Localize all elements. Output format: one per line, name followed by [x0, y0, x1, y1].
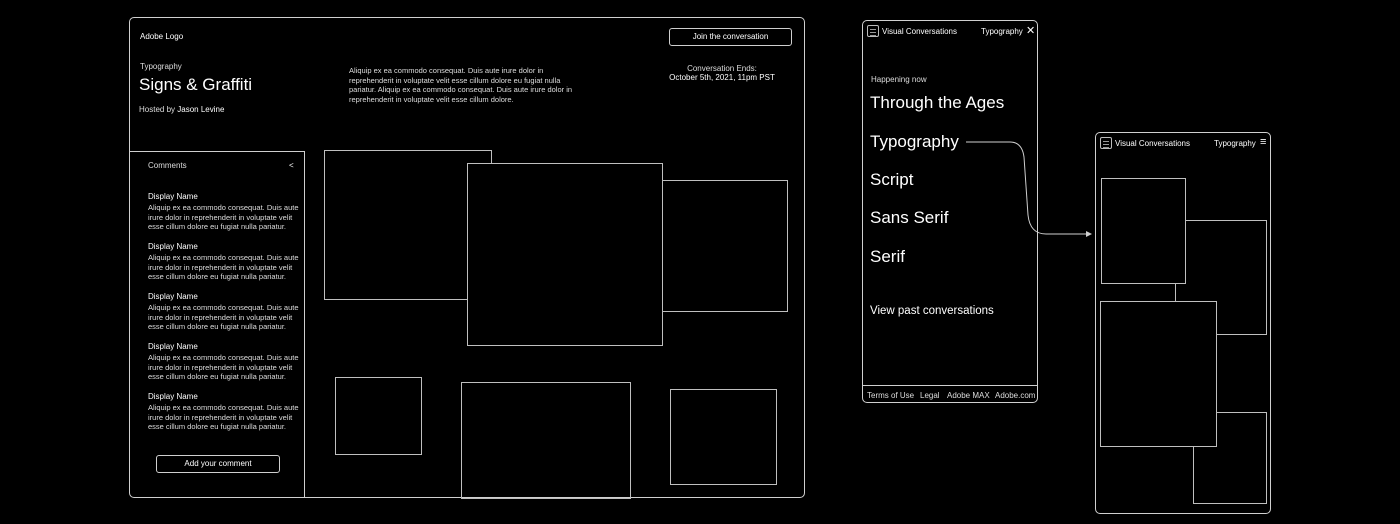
category-label: Typography — [140, 62, 182, 71]
artwork-placeholder[interactable] — [662, 180, 788, 312]
footer-link-terms[interactable]: Terms of Use — [867, 391, 915, 400]
comment-author: Display Name — [148, 242, 198, 251]
menu-footer — [863, 385, 1037, 402]
nav-item-serif[interactable]: Serif — [870, 247, 905, 266]
page-title: Signs & Graffiti — [139, 75, 253, 94]
happening-now-label: Happening now — [871, 75, 927, 84]
hosted-by — [139, 105, 224, 114]
comment-text: Aliquip ex ea commodo consequat. Duis aute irure dolor in reprehenderit in voluptate velit esse cillum dolore eu fugiat nulla pariatur. — [148, 403, 299, 431]
logo-placeholder[interactable]: Adobe Logo — [140, 32, 184, 41]
app-title[interactable]: Visual Conversations — [882, 27, 958, 36]
artwork-placeholder[interactable] — [1101, 178, 1186, 284]
app-logo-icon[interactable] — [1100, 137, 1112, 149]
hamburger-menu-icon[interactable]: ≡ — [1260, 136, 1267, 148]
comment-item — [148, 342, 300, 382]
conversation-ends-date: October 5th, 2021, 11pm PST — [669, 73, 775, 82]
footer-link-adobe-com[interactable]: Adobe.com — [995, 391, 1036, 400]
collapse-icon[interactable]: < — [289, 161, 294, 170]
host-name[interactable]: Jason Levine — [177, 105, 225, 114]
artwork-placeholder[interactable] — [335, 377, 422, 455]
comments-header: Comments — [148, 161, 187, 170]
comment-item — [148, 392, 300, 432]
current-topic: Typography — [1214, 139, 1256, 148]
comment-author: Display Name — [148, 192, 198, 201]
nav-item-typography[interactable]: Typography — [870, 132, 959, 151]
artwork-placeholder[interactable] — [461, 382, 631, 499]
current-topic: Typography — [981, 27, 1023, 36]
join-conversation-button[interactable]: Join the conversation — [669, 28, 792, 46]
comment-author: Display Name — [148, 292, 198, 301]
comment-author: Display Name — [148, 392, 198, 401]
artwork-placeholder[interactable] — [467, 163, 663, 346]
comment-item — [148, 292, 300, 332]
app-logo-icon[interactable] — [867, 25, 879, 37]
artwork-placeholder[interactable] — [670, 389, 777, 485]
artwork-placeholder[interactable] — [1100, 301, 1217, 447]
hosted-prefix: Hosted by — [139, 105, 178, 114]
comment-text: Aliquip ex ea commodo consequat. Duis aute irure dolor in reprehenderit in voluptate velit esse cillum dolore eu fugiat nulla pariatur. — [148, 353, 299, 381]
comments-panel — [130, 151, 305, 498]
footer-link-legal[interactable]: Legal — [920, 391, 940, 400]
comment-item — [148, 242, 300, 282]
app-title[interactable]: Visual Conversations — [1115, 139, 1191, 148]
comment-text: Aliquip ex ea commodo consequat. Duis aute irure dolor in reprehenderit in voluptate velit esse cillum dolore eu fugiat nulla pariatur. — [148, 253, 299, 281]
footer-link-adobe-max[interactable]: Adobe MAX — [947, 391, 990, 400]
nav-item-sans-serif[interactable]: Sans Serif — [870, 208, 949, 227]
add-comment-button[interactable]: Add your comment — [156, 455, 280, 473]
conversation-ends-label: Conversation Ends: — [687, 64, 757, 73]
comment-item — [148, 192, 300, 232]
nav-item-through-the-ages[interactable]: Through the Ages — [870, 93, 1005, 112]
close-icon[interactable]: ✕ — [1026, 25, 1036, 37]
conversation-description: Aliquip ex ea commodo consequat. Duis aute irure dolor in reprehenderit in voluptate velit esse cillum dolore eu fugiat nulla pariatur. Aliquip ex ea commodo consequat. Duis aute irure dolor in reprehenderit in voluptate velit esse cillum dolore. — [349, 66, 573, 104]
comment-text: Aliquip ex ea commodo consequat. Duis aute irure dolor in reprehenderit in voluptate velit esse cillum dolore eu fugiat nulla pariatur. — [148, 303, 299, 331]
nav-item-script[interactable]: Script — [870, 170, 914, 189]
comment-text: Aliquip ex ea commodo consequat. Duis aute irure dolor in reprehenderit in voluptate velit esse cillum dolore eu fugiat nulla pariatur. — [148, 203, 299, 231]
comment-author: Display Name — [148, 342, 198, 351]
view-past-conversations-link[interactable]: View past conversations — [870, 305, 994, 317]
flow-arrow-icon — [960, 135, 1100, 245]
